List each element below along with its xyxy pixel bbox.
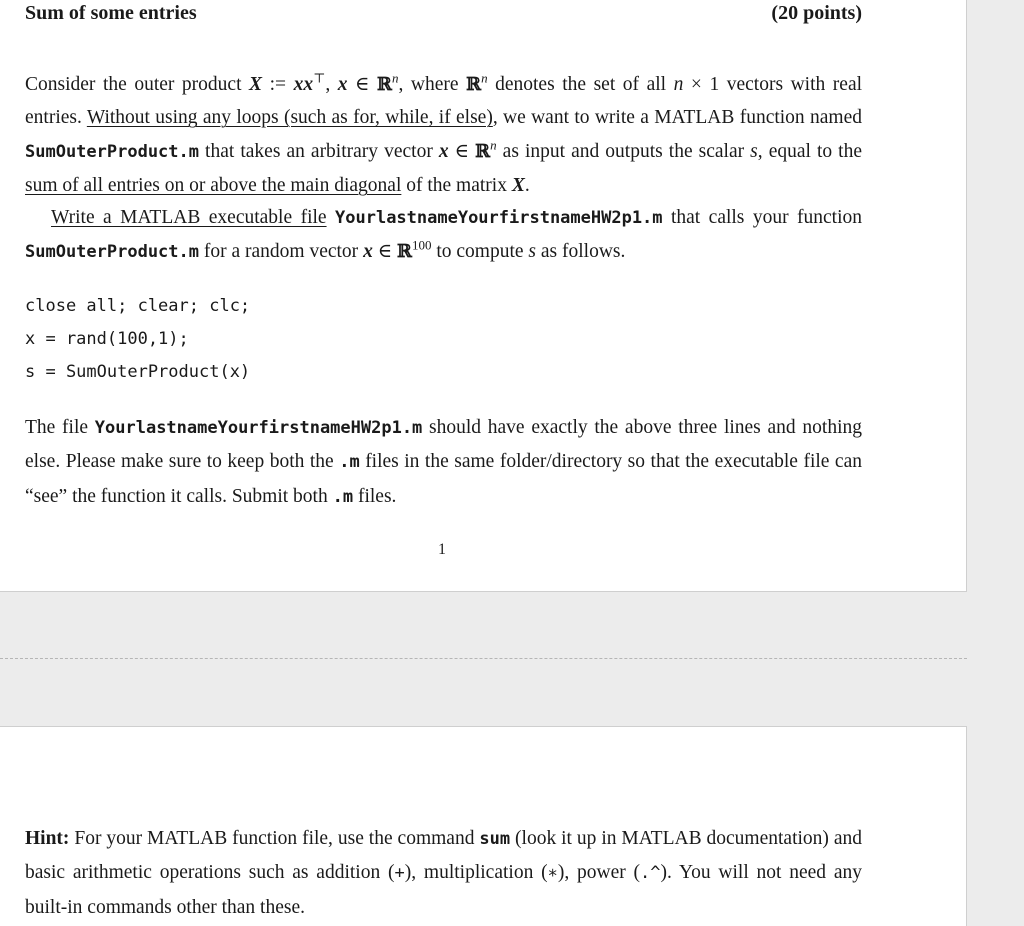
- hint-label: Hint:: [25, 828, 70, 849]
- page-number: 1: [438, 541, 446, 558]
- code-line-2: x = rand(100,1);: [25, 329, 189, 349]
- problem-header: [25, 2, 862, 25]
- page-separator: [0, 658, 967, 659]
- hint-paragraph: Hint: For your MATLAB function file, use the command sum (look it up in MATLAB documentation) and basic arithmetic operations such as addition (+), multiplication (∗), power (.^). You will not need any built-in commands other than these.: [25, 828, 862, 918]
- document-page-2: [0, 726, 967, 926]
- problem-title: Sum of some entries: [25, 2, 197, 24]
- problem-points: (20 points): [771, 2, 862, 24]
- code-line-3: s = SumOuterProduct(x): [25, 362, 251, 382]
- task-paragraph: Write a MATLAB executable file YourlastnameYourfirstnameHW2p1.m that calls your function SumOuterProduct.m for a random vector x ∈ ℝ$^{100}$ to compute s as follows.: [25, 207, 863, 263]
- code-line-1: close all; clear; clc;: [25, 296, 251, 316]
- problem-statement-paragraph: Consider the outer product X := xx⊤, x ∈ ℝ$^n$, where ℝ$^n$ denotes the set of all n × 1 vectors with real entries. Without using any loops (such as for, while, if else), we want to write a MATLAB function named SumOuterProduct.m that takes an arbitrary vector x ∈ ℝ$^n$ as input and outputs the scalar s, equal to the sum of all entries on or above the main diagonal of the matrix X.: [25, 70, 863, 196]
- instructions-paragraph: The file YourlastnameYourfirstnameHW2p1.m should have exactly the above three lines and nothing else. Please make sure to keep both the .m files in the same folder/directory so that the executable file can “see” the function it calls. Submit both .m files.: [25, 417, 862, 507]
